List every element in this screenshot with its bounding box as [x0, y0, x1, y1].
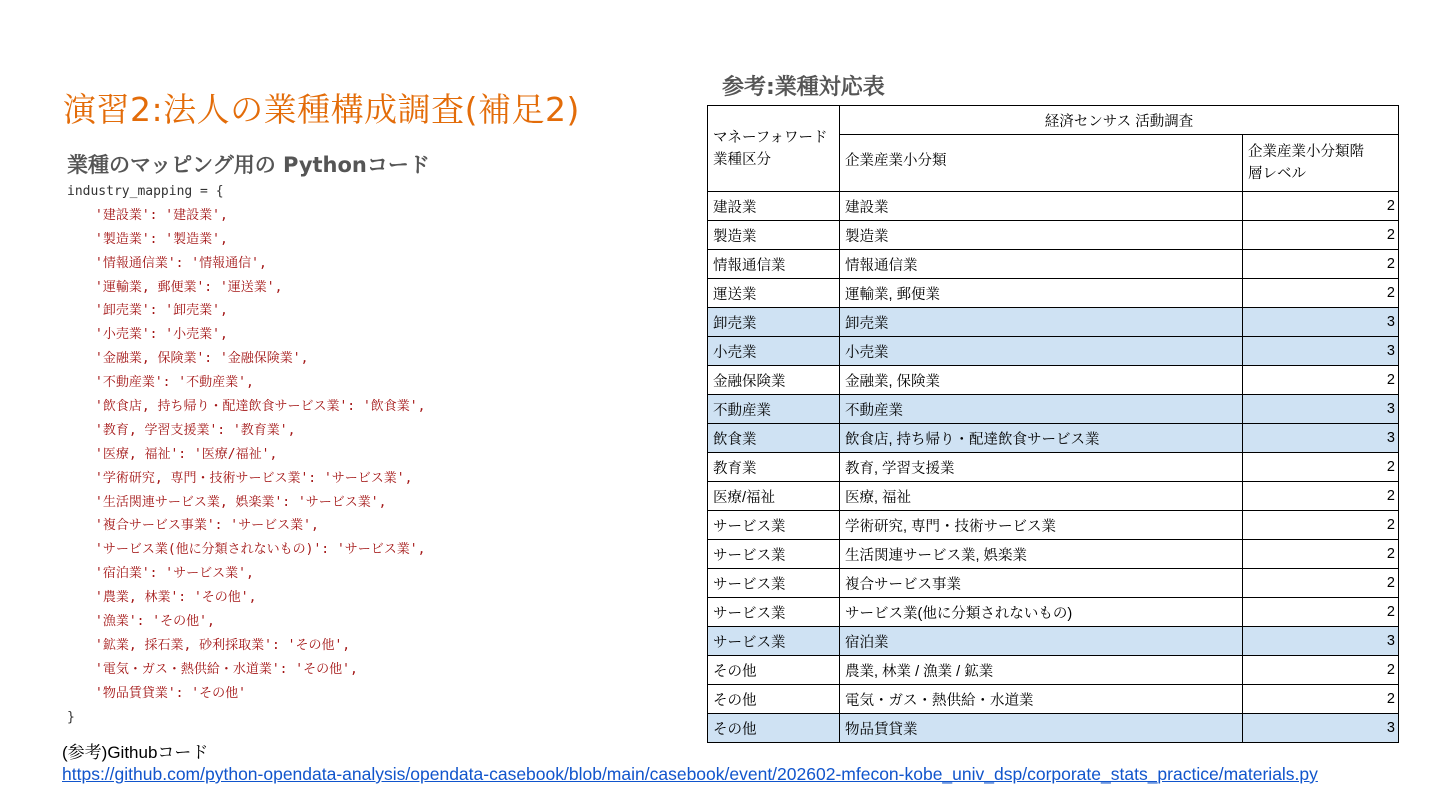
code-entry-line: '金融業, 保険業': '金融保険業',: [95, 351, 309, 367]
hierarchy-level-cell: 2: [1243, 656, 1399, 685]
code-entry-line: '農業, 林業': 'その他',: [95, 590, 257, 606]
census-subcategory-cell: 医療, 福祉: [840, 482, 1243, 511]
code-heading: 業種のマッピング用の Pythonコード: [67, 153, 430, 177]
mf-category-cell: 飲食業: [708, 424, 840, 453]
table-row: [708, 569, 1399, 598]
table-row: [708, 482, 1399, 511]
table-body: [708, 192, 1399, 743]
code-entry-line: '医療, 福祉': '医療/福祉',: [95, 446, 278, 462]
table-row: [708, 453, 1399, 482]
table-heading: 参考:業種対応表: [722, 75, 885, 100]
mf-category-cell: 医療/福祉: [708, 482, 840, 511]
table-row: [708, 250, 1399, 279]
hierarchy-level-cell: 3: [1243, 714, 1399, 743]
census-subcategory-cell: 飲食店, 持ち帰り・配達飲食サービス業: [840, 424, 1243, 453]
census-subcategory-cell: 物品賃貸業: [840, 714, 1243, 743]
mf-category-cell: 不動産業: [708, 395, 840, 424]
code-entry-line: '漁業': 'その他',: [95, 614, 215, 630]
mf-category-cell: サービス業: [708, 627, 840, 656]
table-row: [708, 366, 1399, 395]
census-subcategory-cell: 生活関連サービス業, 娯楽業: [840, 540, 1243, 569]
code-entry-line: '建設業': '建設業',: [95, 207, 228, 223]
hierarchy-level-cell: 3: [1243, 395, 1399, 424]
census-subcategory-cell: 農業, 林業 / 漁業 / 鉱業: [840, 656, 1243, 685]
hierarchy-level-cell: 3: [1243, 627, 1399, 656]
hierarchy-level-cell: 2: [1243, 569, 1399, 598]
table-row: [708, 598, 1399, 627]
code-entry-line: '製造業': '製造業',: [95, 231, 228, 247]
hierarchy-level-cell: 3: [1243, 308, 1399, 337]
hierarchy-level-cell: 3: [1243, 424, 1399, 453]
table-row: [708, 337, 1399, 366]
hierarchy-level-cell: 2: [1243, 453, 1399, 482]
hierarchy-level-cell: 2: [1243, 250, 1399, 279]
code-entry-line: '情報通信業': '情報通信',: [95, 255, 267, 271]
code-close-line: }: [67, 709, 75, 725]
github-link[interactable]: https://github.com/python-opendata-analysis/opendata-casebook/blob/main/casebook/event/202602-mfecon-kobe_univ_dsp/corporate_stats_practice/materials.py: [62, 764, 1318, 784]
hierarchy-level-cell: 2: [1243, 279, 1399, 308]
census-subcategory-cell: 小売業: [840, 337, 1243, 366]
reference-label: (参考)Githubコード: [62, 743, 209, 762]
hierarchy-level-cell: 2: [1243, 540, 1399, 569]
mf-category-cell: 製造業: [708, 221, 840, 250]
code-entry-line: '学術研究, 専門・技術サービス業': 'サービス業',: [95, 470, 413, 486]
table-row: [708, 540, 1399, 569]
table-row: [708, 656, 1399, 685]
mf-category-cell: 運送業: [708, 279, 840, 308]
code-entries: [67, 204, 425, 706]
mf-category-cell: 金融保険業: [708, 366, 840, 395]
mf-category-cell: 卸売業: [708, 308, 840, 337]
census-subcategory-cell: サービス業(他に分類されないもの): [840, 598, 1243, 627]
mf-category-cell: 建設業: [708, 192, 840, 221]
hierarchy-level-cell: 3: [1243, 337, 1399, 366]
census-subcategory-cell: 宿泊業: [840, 627, 1243, 656]
table-row: [708, 424, 1399, 453]
table-row: [708, 685, 1399, 714]
hierarchy-level-cell: 2: [1243, 192, 1399, 221]
code-entry-line: '物品賃貸業': 'その他': [95, 685, 246, 701]
census-subcategory-cell: 運輸業, 郵便業: [840, 279, 1243, 308]
mf-category-cell: その他: [708, 685, 840, 714]
header-mf-category: マネーフォワード 業種区分: [708, 106, 840, 192]
census-subcategory-cell: 電気・ガス・熱供給・水道業: [840, 685, 1243, 714]
hierarchy-level-cell: 2: [1243, 598, 1399, 627]
table-row: [708, 192, 1399, 221]
table-row: [708, 308, 1399, 337]
code-entry-line: '卸売業': '卸売業',: [95, 303, 228, 319]
census-subcategory-cell: 建設業: [840, 192, 1243, 221]
code-entry-line: '鉱業, 採石業, 砂利採取業': 'その他',: [95, 637, 351, 653]
header-hierarchy-level: 企業産業小分類階 層レベル: [1243, 135, 1399, 192]
census-subcategory-cell: 製造業: [840, 221, 1243, 250]
code-entry-line: '生活関連サービス業, 娯楽業': 'サービス業',: [95, 494, 387, 510]
table-row: [708, 395, 1399, 424]
census-subcategory-cell: 複合サービス事業: [840, 569, 1243, 598]
code-entry-line: '不動産業': '不動産業',: [95, 375, 254, 391]
table-row: [708, 221, 1399, 250]
table-row: [708, 627, 1399, 656]
census-subcategory-cell: 卸売業: [840, 308, 1243, 337]
slide-title: 演習2:法人の業種構成調査(補足2): [63, 90, 580, 129]
census-subcategory-cell: 不動産業: [840, 395, 1243, 424]
code-block: [67, 180, 425, 729]
census-subcategory-cell: 金融業, 保険業: [840, 366, 1243, 395]
code-entry-line: '宿泊業': 'サービス業',: [95, 566, 254, 582]
header-census-subcategory: 企業産業小分類: [840, 135, 1243, 192]
mf-category-cell: サービス業: [708, 511, 840, 540]
code-entry-line: '電気・ガス・熱供給・水道業': 'その他',: [95, 661, 358, 677]
code-entry-line: '運輸業, 郵便業': '運送業',: [95, 279, 283, 295]
hierarchy-level-cell: 2: [1243, 221, 1399, 250]
industry-mapping-table: [707, 105, 1399, 743]
hierarchy-level-cell: 2: [1243, 685, 1399, 714]
mf-category-cell: サービス業: [708, 540, 840, 569]
census-subcategory-cell: 学術研究, 専門・技術サービス業: [840, 511, 1243, 540]
code-open-line: industry_mapping = {: [67, 184, 224, 199]
hierarchy-level-cell: 2: [1243, 366, 1399, 395]
mf-category-cell: その他: [708, 656, 840, 685]
table-row: [708, 511, 1399, 540]
code-entry-line: '小売業': '小売業',: [95, 327, 228, 343]
mf-category-cell: 教育業: [708, 453, 840, 482]
mf-category-cell: その他: [708, 714, 840, 743]
mf-category-cell: サービス業: [708, 598, 840, 627]
census-subcategory-cell: 情報通信業: [840, 250, 1243, 279]
hierarchy-level-cell: 2: [1243, 511, 1399, 540]
mf-category-cell: 情報通信業: [708, 250, 840, 279]
table-row: [708, 279, 1399, 308]
code-entry-line: '教育, 学習支援業': '教育業',: [95, 422, 296, 438]
mf-category-cell: サービス業: [708, 569, 840, 598]
mf-category-cell: 小売業: [708, 337, 840, 366]
header-census-group: 経済センサス 活動調査: [840, 106, 1399, 135]
code-entry-line: 'サービス業(他に分類されないもの)': 'サービス業',: [95, 542, 426, 558]
code-entry-line: '複合サービス事業': 'サービス業',: [95, 518, 319, 534]
table-row: [708, 714, 1399, 743]
census-subcategory-cell: 教育, 学習支援業: [840, 453, 1243, 482]
code-entry-line: '飲食店, 持ち帰り・配達飲食サービス業': '飲食業',: [95, 399, 426, 415]
hierarchy-level-cell: 2: [1243, 482, 1399, 511]
